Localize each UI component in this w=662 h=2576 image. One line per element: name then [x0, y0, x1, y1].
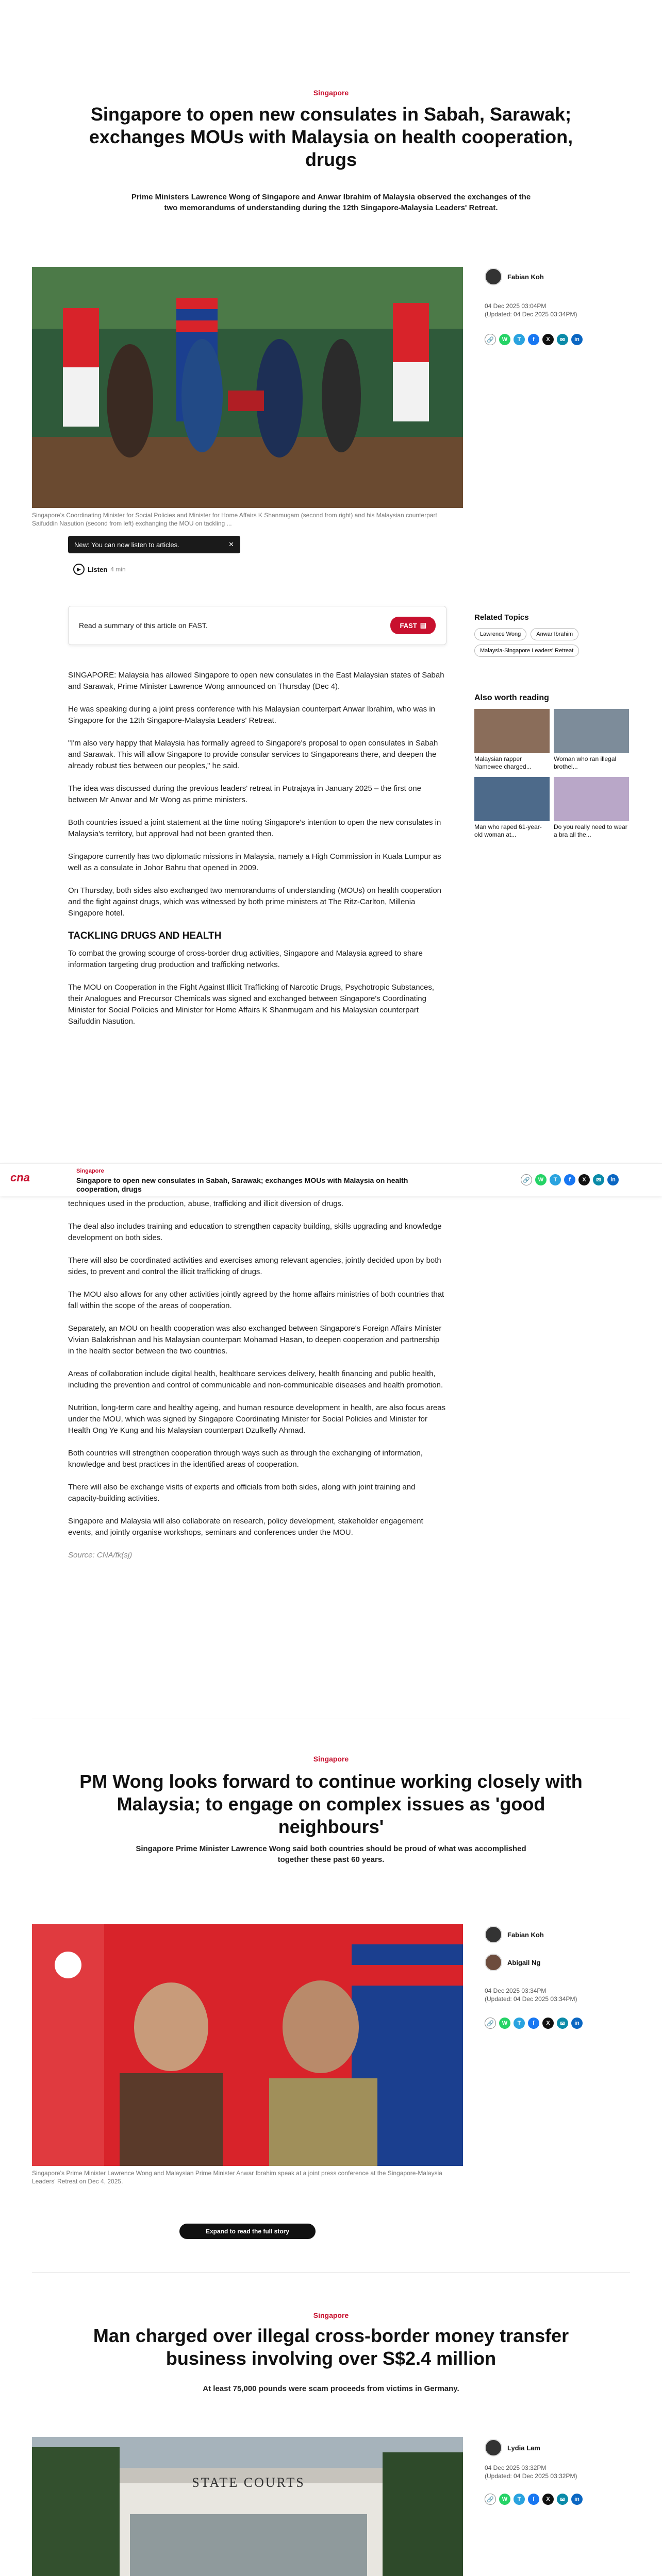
paragraph: Singapore currently has two diplomatic missions in Malaysia, namely a High Commission in Kuala Lumpur as well as a consulate in Johor Bahru that opened in 2009. [68, 852, 441, 872]
sidebar-item-title: Malaysian rapper Namewee charged... [474, 755, 532, 770]
listen-button[interactable] [73, 564, 126, 575]
updated-time: (Updated: 04 Dec 2025 03:34PM) [485, 311, 577, 318]
listen-label: Listen [88, 565, 108, 573]
paragraph: On Thursday, both sides also exchanged two memorandums of understanding (MOUs) on health cooperation and the fight against drugs, which was witnessed by both prime ministers at The Ritz-Carlton, Millenia Singapore hotel. [68, 886, 442, 918]
sticky-share-bar [521, 1174, 619, 1185]
thumbnail [474, 709, 550, 753]
article3-title[interactable]: Man charged over illegal cross-border money transfer business involving over S$2.4 million [93, 2325, 569, 2369]
fade-overlay [32, 2196, 463, 2227]
divider [32, 2272, 630, 2273]
email-icon[interactable]: ✉ [557, 2494, 568, 2505]
copy-link-icon[interactable]: 🔗 [485, 2018, 496, 2029]
sticky-article-bar [0, 1163, 662, 1196]
whatsapp-icon[interactable]: W [499, 2494, 510, 2505]
sidebar-item[interactable] [474, 709, 550, 771]
paragraph: Separately, an MOU on health cooperation was also exchanged between Singapore's Foreign Affairs Minister Vivian Balakrishnan and his Malaysian counterpart Mohamad Hasan, to deepen cooperation and partnership in the health sector between the two countries. [68, 1324, 442, 1355]
article1-timestamps [485, 302, 577, 318]
facebook-icon[interactable]: f [564, 1174, 575, 1185]
article2-category[interactable]: Singapore [313, 1755, 349, 1763]
topic-tag[interactable]: Anwar Ibrahim [531, 628, 578, 640]
x-icon[interactable]: X [542, 2018, 554, 2029]
paragraph: To combat the growing scourge of cross-border drug activities, Singapore and Malaysia agreed to share information targeting drug production and trafficking networks. [68, 949, 423, 969]
telegram-icon[interactable]: T [514, 334, 525, 345]
linkedin-icon[interactable]: in [571, 334, 583, 345]
sidebar-item-title: Woman who ran illegal brothel... [554, 755, 617, 770]
avatar [485, 1926, 502, 1943]
avatar [485, 1954, 502, 1971]
cna-logo[interactable]: cna [10, 1171, 30, 1184]
article1-caption: Singapore's Coordinating Minister for Social Policies and Minister for Home Affairs K Shanmugam (second from right) and his Malaysian counterpart Saifuddin Nasution (second from left) exchanging the MOU on tackling ... [32, 512, 437, 527]
x-icon[interactable]: X [542, 2494, 554, 2505]
copy-link-icon[interactable]: 🔗 [485, 334, 496, 345]
author-name: Lydia Lam [507, 2444, 540, 2452]
paragraph: There will also be coordinated activities and exercises among relevant agencies, jointly decided upon by both sides, to prevent and control the illicit trafficking of drugs. [68, 1256, 441, 1276]
article2-photo [32, 1924, 463, 2166]
whatsapp-icon[interactable]: W [535, 1174, 547, 1185]
expand-story-button[interactable]: Expand to read the full story [179, 2224, 316, 2239]
sidebar-item[interactable] [554, 709, 629, 771]
state-courts-sign: STATE COURTS [192, 2475, 305, 2490]
paragraph: The deal also includes training and education to strengthen capacity building, skills upgrading and knowledge development on both sides. [68, 1222, 442, 1242]
paragraph: Both countries will strengthen cooperation through ways such as through the exchanging of information, knowledge and best practices in the identified areas of cooperation. [68, 1449, 423, 1469]
article1-category[interactable]: Singapore [313, 89, 349, 97]
article1-title: Singapore to open new consulates in Sabah, Sarawak; exchanges MOUs with Malaysia on health cooperation, drugs [89, 104, 573, 170]
article3-photo [32, 2437, 463, 2576]
facebook-icon[interactable]: f [528, 2018, 539, 2029]
related-topics [474, 613, 608, 657]
paragraph: "I'm also very happy that Malaysia has formally agreed to Singapore's proposal to open consulates in Sabah and Sarawak. This will allow Singapore to provide consular services to Singaporeans there, and deepen the already robust ties between our peoples," he said. [68, 739, 438, 770]
article1-photo [32, 267, 463, 508]
fast-summary-box [68, 606, 446, 645]
thumbnail [554, 709, 629, 753]
email-icon[interactable]: ✉ [593, 1174, 604, 1185]
article2-dek: Singapore Prime Minister Lawrence Wong said both countries should be proud of what was accomplished together these past 60 years. [136, 1844, 526, 1864]
article3-dek: At least 75,000 pounds were scam proceeds from victims in Germany. [203, 2384, 459, 2393]
close-icon[interactable]: ✕ [228, 540, 234, 548]
linkedin-icon[interactable]: in [607, 1174, 619, 1185]
linkedin-icon[interactable]: in [571, 2018, 583, 2029]
paragraph: The MOU on Cooperation in the Fight Against Illicit Trafficking of Narcotic Drugs, Psychotropic Substances, their Analogues and Precursor Chemicals was signed and exchanged between Singapore's Coordinating Minister for Social Policies and Minister for Home Affairs K Shanmugam and his Malaysian counterpart Saifuddin Nasution. [68, 983, 435, 1026]
paragraph: techniques used in the production, abuse, trafficking and illicit diversion of drugs. [68, 1199, 344, 1208]
article-source: Source: CNA/fk(sj) [68, 1551, 133, 1560]
paragraph: The MOU also allows for any other activities jointly agreed by the home affairs ministries of both countries that fall within the scope of the areas of cooperation. [68, 1290, 444, 1310]
facebook-icon[interactable]: f [528, 334, 539, 345]
updated-time: (Updated: 04 Dec 2025 03:32PM) [485, 2472, 577, 2480]
paragraph: SINGAPORE: Malaysia has allowed Singapore to open new consulates in the East Malaysian states of Sabah and Sarawak, Prime Minister Lawrence Wong announced on Thursday (Dec 4). [68, 671, 444, 691]
facebook-icon[interactable]: f [528, 2494, 539, 2505]
fast-button[interactable] [390, 617, 436, 634]
copy-link-icon[interactable]: 🔗 [521, 1174, 532, 1185]
published-time: 04 Dec 2025 03:34PM [485, 1987, 547, 1994]
x-icon[interactable]: X [578, 1174, 590, 1185]
toast-text: New: You can now listen to articles. [74, 540, 179, 549]
also-worth-reading-title: Also worth reading [474, 693, 549, 702]
article2-caption: Singapore's Prime Minister Lawrence Wong and Malaysian Prime Minister Anwar Ibrahim speak at a joint press conference at the Singapore-Malaysia Leaders' Retreat on Dec 4, 2025. [32, 2170, 442, 2185]
article2-author[interactable] [485, 1926, 544, 1943]
fast-label: FAST [400, 621, 417, 630]
paragraph: Nutrition, long-term care and healthy ageing, and human resource development in health, are also focus areas under the MOU, which was signed by Singapore Coordinating Minister for Social Policies and Minister for Health Ong Ye Kung and his Malaysian counterpart Dzulkefly Ahmad. [68, 1403, 446, 1435]
article2-share-bar [485, 2018, 583, 2029]
sidebar-item[interactable] [474, 777, 550, 839]
topic-tag[interactable]: Lawrence Wong [474, 628, 526, 640]
telegram-icon[interactable]: T [514, 2494, 525, 2505]
sticky-title: Singapore to open new consulates in Sabah, Sarawak; exchanges MOUs with Malaysia on health cooperation, drugs [76, 1176, 408, 1193]
article3-category[interactable]: Singapore [313, 2311, 349, 2319]
telegram-icon[interactable]: T [550, 1174, 561, 1185]
email-icon[interactable]: ✉ [557, 334, 568, 345]
subheading: TACKLING DRUGS AND HEALTH [68, 930, 222, 941]
telegram-icon[interactable]: T [514, 2018, 525, 2029]
linkedin-icon[interactable]: in [571, 2494, 583, 2505]
avatar [485, 2439, 502, 2456]
also-worth-reading [474, 693, 629, 839]
updated-time: (Updated: 04 Dec 2025 03:34PM) [485, 1995, 577, 2003]
paragraph: Both countries issued a joint statement at the time noting Singapore's intention to open the new consulates in Malaysia's territory, but approval had not been granted then. [68, 818, 441, 838]
paragraph: He was speaking during a joint press conference with his Malaysian counterpart Anwar Ibrahim, who was in Singapore for the 12th Singapore-Malaysia Leaders' Retreat. [68, 705, 436, 725]
published-time: 04 Dec 2025 03:32PM [485, 2464, 547, 2471]
article2-timestamps [485, 1987, 577, 2003]
copy-link-icon[interactable]: 🔗 [485, 2494, 496, 2505]
article1-author[interactable] [485, 268, 544, 285]
email-icon[interactable]: ✉ [557, 2018, 568, 2029]
article3-share-bar [485, 2494, 583, 2505]
thumbnail [554, 777, 629, 821]
author-name: Fabian Koh [507, 1930, 544, 1939]
article1-body [68, 670, 446, 1039]
paragraph: Singapore and Malaysia will also collaborate on research, policy development, stakeholder engagement events, and jointly organise workshops, seminars and conferences under the MOU. [68, 1517, 423, 1537]
fast-prompt: Read a summary of this article on FAST. [79, 621, 208, 630]
thumbnail [474, 777, 550, 821]
paragraph: Areas of collaboration include digital health, healthcare services delivery, health financing and public health, including the prevention and control of communicable and non-communicable diseases and health promotion. [68, 1369, 443, 1389]
listen-duration: 4 min [110, 566, 126, 573]
article3-author[interactable] [485, 2439, 540, 2456]
whatsapp-icon[interactable]: W [499, 2018, 510, 2029]
avatar [485, 268, 502, 285]
sidebar-item-title: Man who raped 61-year-old woman at... [474, 823, 542, 838]
article1-dek: Prime Ministers Lawrence Wong of Singapore and Anwar Ibrahim of Malaysia observed the exchanges of the two memorandums of understanding during the 12th Singapore-Malaysia Leaders' Retreat. [131, 193, 531, 212]
listen-toast [68, 536, 240, 553]
paragraph: The idea was discussed during the previous leaders' retreat in Putrajaya in January 2025 – the first one between Mr Anwar and Mr Wong as prime ministers. [68, 784, 421, 804]
topic-tag[interactable]: Malaysia-Singapore Leaders' Retreat [474, 645, 579, 657]
sidebar-item-title: Do you really need to wear a bra all the... [554, 823, 627, 838]
x-icon[interactable]: X [542, 334, 554, 345]
whatsapp-icon[interactable]: W [499, 334, 510, 345]
document-icon: ▤ [420, 621, 426, 629]
article1-body-continued [68, 1198, 446, 1572]
related-topics-title: Related Topics [474, 613, 529, 622]
paragraph: There will also be exchange visits of experts and officials from both sides, along with joint training and capacity-building activities. [68, 1483, 416, 1503]
article3-timestamps [485, 2464, 577, 2480]
article1-share-bar [485, 334, 583, 345]
article2-author[interactable] [485, 1954, 540, 1971]
sidebar-item[interactable] [554, 777, 629, 839]
sticky-category[interactable]: Singapore [76, 1168, 104, 1174]
author-name: Fabian Koh [507, 273, 544, 281]
article2-title[interactable]: PM Wong looks forward to continue working closely with Malaysia; to engage on complex issues as 'good neighbours' [79, 1771, 583, 1837]
author-name: Abigail Ng [507, 1958, 541, 1967]
play-icon: ▶ [73, 564, 85, 575]
published-time: 04 Dec 2025 03:04PM [485, 302, 547, 310]
